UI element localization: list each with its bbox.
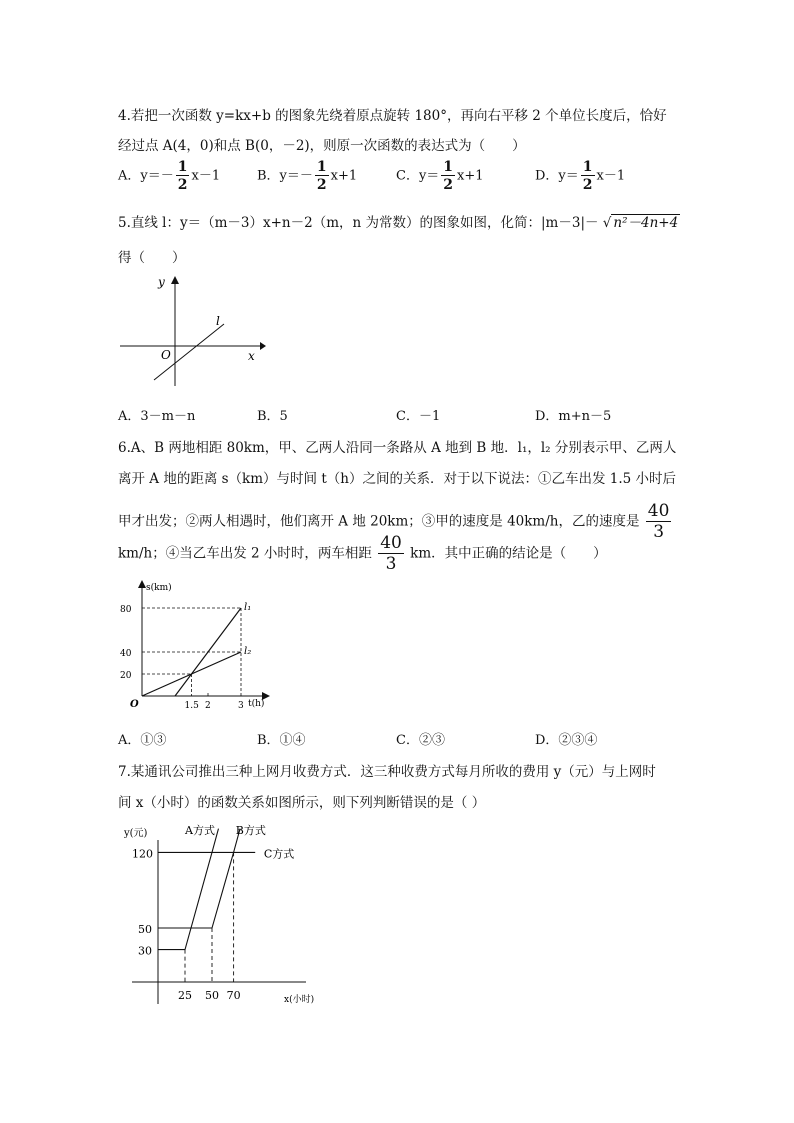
q4-line2: 经过点 A(4，0)和点 B(0，－2)，则原一次函数的表达式为（ ） — [118, 138, 526, 154]
q4-opt-suffix: x+1 — [330, 168, 358, 184]
q4-line1: 4.若把一次函数 y=kx+b 的图象先绕着原点旋转 180°，再向右平移 2 个单位长度后，恰好 — [118, 108, 667, 124]
q5-radicand: n²－4n+4 — [613, 215, 679, 231]
q7-chart — [116, 818, 336, 1008]
q6-frac1 — [646, 503, 672, 541]
q6-frac2 — [378, 535, 404, 573]
q5-y-arrow — [171, 276, 179, 284]
q6-option-c: C．②③ — [396, 733, 445, 748]
q4-opt-suffix: x+1 — [457, 168, 484, 184]
q6-y-label: s(km) — [146, 583, 172, 593]
q5-origin-label: O — [161, 348, 171, 362]
q6-frac1-den: 3 — [653, 522, 665, 542]
q6-y-tick-80: 80 — [120, 605, 132, 615]
q4-option-d — [535, 160, 625, 192]
q7-line2: 间 x（小时）的函数关系如图所示，则下列判断错误的是（ ） — [118, 795, 486, 811]
q6-line4 — [118, 535, 607, 573]
q4-opt-fraction: $\frac{1}{2}$ — [443, 159, 454, 193]
q6-origin-label: O — [130, 699, 139, 710]
q4-option-c — [396, 160, 484, 192]
q6-line4b: km．其中正确的结论是（ ） — [410, 545, 607, 562]
q7-series-b — [158, 829, 240, 928]
q6-line3-text: 甲才出发；②两人相遇时，他们离开 A 地 20km；③甲的速度是 40km/h，乙的速度是 — [118, 513, 640, 530]
q6-option-d: D．②③④ — [535, 733, 598, 748]
q7-y-tick-30: 30 — [138, 944, 152, 958]
q4-opt-suffix: x－1 — [191, 168, 221, 184]
q6-y-arrow — [138, 580, 146, 588]
q6-y-tick-20: 20 — [120, 671, 132, 681]
q6-line2: 离开 A 地的距离 s（km）与时间 t（h）之间的关系．对于以下说法：①乙车出发 1.5 小时后 — [118, 471, 676, 487]
q6-y-tick-40: 40 — [120, 649, 132, 659]
q5-line1 — [118, 211, 680, 231]
q6-option-a: A．①③ — [118, 733, 167, 748]
q6-frac2-den: 3 — [385, 554, 397, 574]
q4-opt-prefix: B．y＝－ — [257, 168, 313, 184]
q7-label-c: C方式 — [263, 847, 295, 861]
q5-y-label: y — [158, 275, 165, 289]
q5-x-label: x — [248, 349, 255, 363]
q5-l-label: l — [216, 314, 220, 328]
q7-y-tick-120: 120 — [132, 847, 153, 861]
q7-line1: 7.某通讯公司推出三种上网月收费方式．这三种收费方式每月所收的费用 y（元）与上网时 — [118, 764, 656, 780]
q7-x-tick-25: 25 — [178, 989, 192, 1002]
q7-series-a — [158, 829, 218, 950]
q4-opt-prefix: A．y＝－ — [118, 168, 174, 184]
q5-option-c: C．－1 — [396, 409, 441, 424]
q4-opt-fraction: $\frac{1}{2}$ — [582, 159, 593, 193]
q5-sqrt: √ n²－4n+4 — [602, 215, 679, 231]
q7-y-label: y(元) — [124, 828, 148, 839]
q4-opt-fraction: $\frac{1}{2}$ — [177, 159, 188, 193]
q6-x-tick-3: 3 — [238, 701, 244, 711]
q6-line1: 6.A、B 两地相距 80km，甲、乙两人沿同一条路从 A 地到 B 地．l₁，l₂ 分别表示甲、乙两人 — [118, 440, 677, 456]
q6-chart — [116, 580, 276, 712]
q4-opt-prefix: D．y＝ — [535, 168, 579, 184]
q5-x-arrow — [260, 342, 266, 350]
q6-x-tick-2: 2 — [205, 701, 211, 711]
q4-opt-suffix: x－1 — [596, 168, 626, 184]
q7-label-a: A方式 — [185, 824, 215, 837]
q6-frac2-num: 40 — [380, 533, 402, 553]
q5-line2: 得（ ） — [118, 250, 186, 266]
q7-x-tick-50: 50 — [205, 989, 219, 1002]
q6-line4a: km/h；④当乙车出发 2 小时时，两车相距 — [118, 545, 372, 562]
q7-label-b: B方式 — [235, 824, 266, 837]
q6-option-b: B．①④ — [257, 733, 306, 748]
q5-option-d: D．m+n－5 — [535, 409, 612, 424]
q4-opt-fraction: $\frac{1}{2}$ — [316, 159, 327, 193]
q5-graph — [118, 268, 268, 388]
q4-option-b — [257, 160, 357, 192]
q6-x-tick-1.5: 1.5 — [184, 701, 199, 711]
q7-y-tick-50: 50 — [138, 923, 152, 936]
q4-opt-prefix: C．y＝ — [396, 168, 440, 184]
q4-option-a — [118, 160, 220, 192]
q6-series-label-1: l₁ — [244, 602, 252, 613]
q5-option-a: A．3－m－n — [118, 409, 196, 424]
q6-x-label: t(h) — [248, 699, 265, 709]
q5-option-b: B．5 — [257, 409, 288, 424]
q5-text: 5.直线 l：y＝（m－3）x+n－2（m，n 为常数）的图象如图，化简：|m－3|－ — [118, 215, 599, 231]
q7-x-label: x(小时) — [284, 995, 315, 1005]
q6-series-label-2: l₂ — [244, 646, 252, 657]
q6-frac1-num: 40 — [647, 501, 670, 521]
q7-x-tick-70: 70 — [226, 989, 241, 1002]
